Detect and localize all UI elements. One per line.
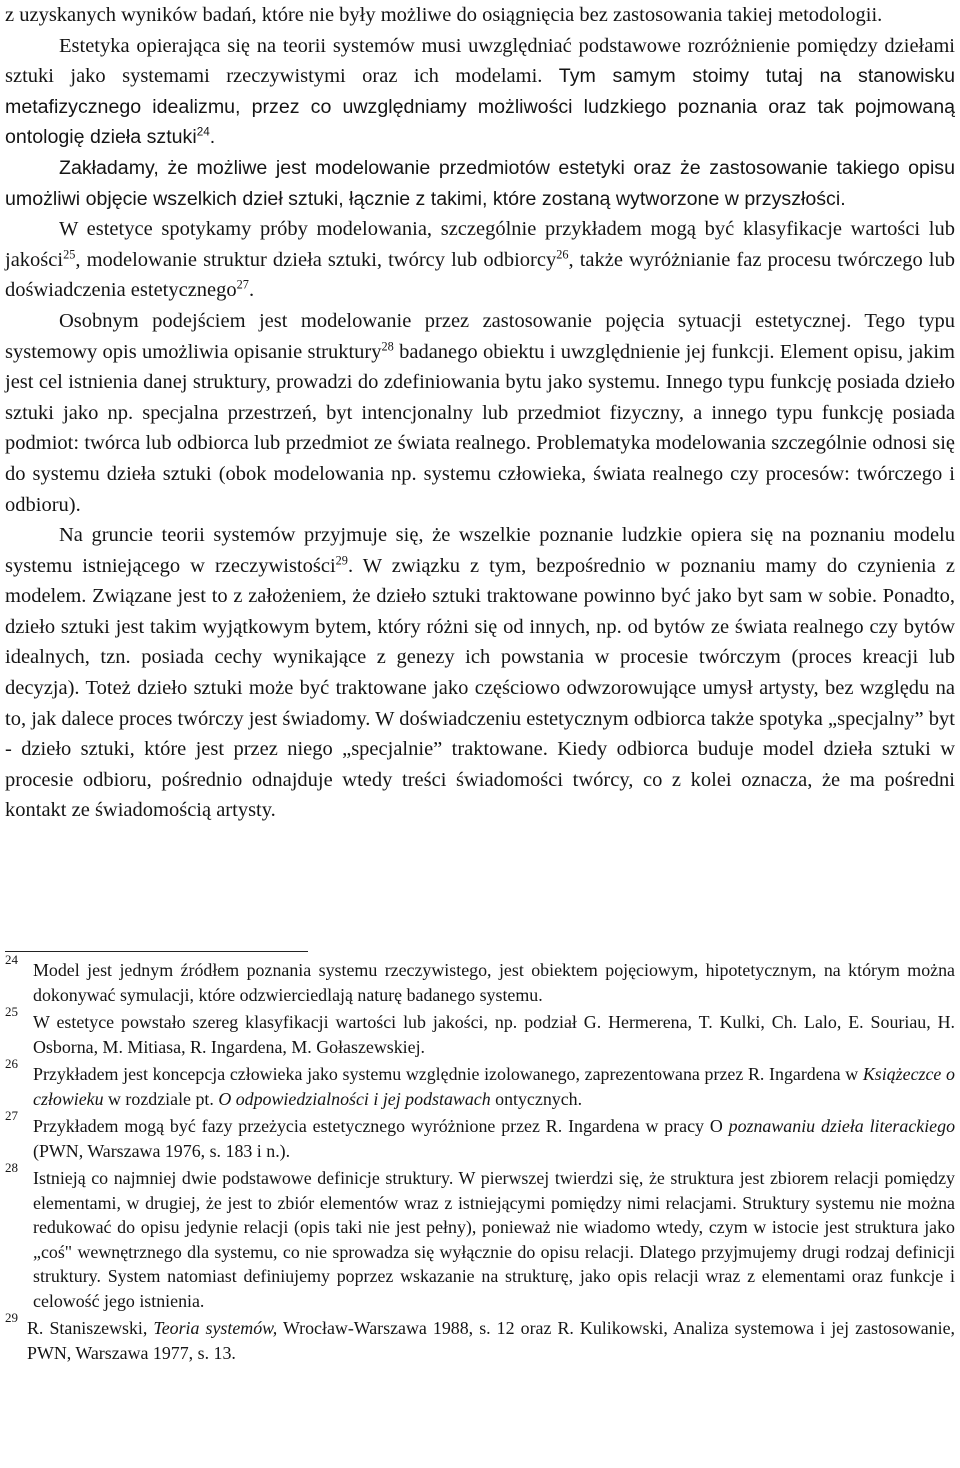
text: , modelowanie struktur dzieła sztuki, twórcy lub odbiorcy — [75, 248, 557, 271]
footnote-ref-25[interactable]: 25 — [63, 247, 76, 262]
footnote-ref-24[interactable]: 24 — [196, 126, 210, 140]
main-text — [5, 0, 955, 826]
footnote-24 — [5, 952, 955, 1007]
text: Estetyka opierająca się na teorii systemów musi uwzględniać podstawowe rozróżnienie pomiędzy dziełami sztuki jako systemami rzeczywistymi oraz ich modelami. — [5, 34, 955, 88]
text: Tym samym stoimy tutaj na stanowisku metafizycznego idealizmu, przez co uwzględniamy możliwości ludzkiego poznania oraz tak pojmowaną ontologię dzieła sztuki — [5, 65, 955, 149]
text: . — [248, 279, 255, 302]
footnote-26 — [5, 1056, 955, 1111]
text: . — [209, 126, 216, 149]
footnote-25 — [5, 1004, 955, 1059]
footnote-28 — [5, 1160, 955, 1313]
footnote-text: Istnieją co najmniej dwie podstawowe definicje struktury. W pierwszej twierdzi się, że struktura jest zbiorem relacji pomiędzy elementami, w drugiej, że jest to zbiór elementów wraz z istniejącymi pomiędzy nimi relacjami. Struktury systemu nie można redukować do opisu jedynie relacji (opis taki nie jest pełny), ponieważ nie wiadomo wtedy, czym w istocie jest struktura jako „coś" wewnętrznego dla systemu, co nie sprowadza się wyłącznie do opisu relacji. Dlatego przyjmujemy drugi rodzaj definicji struktury. System natomiast definiujemy poprzez wskazanie na strukturę, jako opis relacji wraz z elementami oraz funkcje i celowość jego istnienia. — [33, 1168, 955, 1311]
footnote-text: ontycznych. — [490, 1088, 583, 1109]
book-title: Książeczce o człowieku — [33, 1064, 955, 1109]
text: , także wyróżnianie faz procesu twórczego lub doświadczenia estetycznego — [5, 248, 955, 302]
book-title: poznawaniu dzieła literackiego — [728, 1116, 956, 1136]
footnote-number: 27 — [5, 1108, 18, 1123]
footnote-ref-28[interactable]: 28 — [381, 338, 394, 353]
footnote-text: w rozdziale pt. — [103, 1088, 219, 1109]
footnote-ref-27[interactable]: 27 — [236, 277, 249, 292]
footnote-ref-26[interactable]: 26 — [556, 247, 569, 262]
footnote-text: R. Staniszewski, — [27, 1318, 154, 1338]
paragraph-examples — [5, 214, 955, 306]
footnote-ref-29[interactable]: 29 — [335, 553, 348, 568]
footnote-separator — [5, 951, 308, 952]
book-title: Teoria systemów, — [153, 1318, 278, 1338]
paragraph-situation — [5, 306, 955, 520]
text: z uzyskanych wyników badań, które nie były możliwe do osiągnięcia bez zastosowania takiej metodologii. — [5, 4, 883, 26]
footnote-number: 29 — [5, 1310, 18, 1325]
text: badanego obiektu i uwzględnienie jej funkcji. Element opisu, jakim jest cel istnienia danej struktury, prowadzi do zdefiniowania bytu jako systemu. Innego typu funkcję posiada dzieło sztuki jako np. specjalna przestrzeń, byt intencjonalny lub przedmiot fizyczny, a innego typu funkcję posiada podmiot: twórca lub odbiorca lub przedmiot ze świata realnego. Problematyka modelowania szczególnie odnosi się do systemu dzieła sztuki (obok modelowania np. systemu człowieka, świata realnego czy procesów: twórczego i odbioru). — [5, 340, 955, 516]
paragraph-modeling — [5, 153, 955, 214]
footnote-29 — [5, 1310, 955, 1365]
footnote-number: 25 — [5, 1004, 18, 1019]
footnotes — [5, 952, 956, 1365]
footnote-number: 26 — [5, 1056, 18, 1071]
text: Zakładamy, że możliwe jest modelowanie przedmiotów estetyki oraz że zastosowanie takiego opisu umożliwi objęcie wszelkich dzieł sztuki, łącznie z takimi, które zostaną wytworzone w przyszłości. — [5, 156, 955, 210]
paragraph-systems-aesthetics — [5, 31, 955, 153]
footnote-27 — [5, 1108, 956, 1163]
footnote-text: Model jest jednym źródłem poznania systemu rzeczywistego, jest obiektem pojęciowym, hipotetycznym, na którym można dokonywać symulacji, które odzwierciedlają naturę badanego systemu. — [33, 960, 955, 1005]
paragraph-continuation — [5, 0, 955, 31]
text: . W związku z tym, bezpośrednio w poznaniu mamy do czynienia z modelem. Związane jest to z założeniem, że dzieło sztuki traktowane powinno być jako byt sam w sobie. Ponadto, dzieło sztuki jest takim wyjątkowym bytem, który różni się od innych, np. od bytów ze świata realnego czy bytów idealnych, tzn. posiada cechy wynikające z genezy ich powstania w procesie twórczym (proces kreacji lub decyzja). Toteż dzieło sztuki może być traktowane jako częściowo odwzorowujące umysł artysty, bez względu na to, jak dalece proces twórczy jest świadomy. W doświadczeniu estetycznym odbiorca także spotyka „specjalny” byt - dzieło sztuki, które jest przez niego „specjalnie” traktowane. Kiedy odbiorca buduje model dzieła sztuki w procesie odbioru, pośrednio odnajduje wtedy treści świadomości twórcy, co z kolei oznacza, że ma pośredni kontakt ze świadomością artysty. — [5, 554, 956, 822]
paragraph-cognition — [5, 520, 955, 826]
text: W estetyce spotykamy próby modelowania, szczególnie przykładem mogą być klasyfikacje wartości lub jakości — [5, 218, 955, 271]
footnote-number: 24 — [5, 952, 18, 967]
footnote-text: W estetyce powstało szereg klasyfikacji wartości lub jakości, np. podział G. Hermerena, T. Kulki, Ch. Lalo, E. Souriau, H. Osborna, M. Mitiasa, R. Ingardena, M. Gołaszewskiej. — [33, 1012, 955, 1057]
footnote-number: 28 — [5, 1160, 18, 1175]
footnote-text: Przykładem jest koncepcja człowieka jako systemu względnie izolowanego, zaprezentowana przez R. Ingardena w — [33, 1064, 863, 1084]
text: Na gruncie teorii systemów przyjmuje się, że wszelkie poznanie ludzkie opiera się na poznaniu modelu systemu istniejącego w rzeczywistości — [5, 524, 955, 577]
footnote-text: (PWN, Warszawa 1976, s. 183 i n.). — [33, 1140, 291, 1161]
footnote-text: Przykładem mogą być fazy przeżycia estetycznego wyróżnione przez R. Ingardena w pracy O — [33, 1116, 729, 1136]
footnote-text: Wrocław-Warszawa 1988, s. 12 oraz R. Kulikowski, Analiza systemowa i jej zastosowanie, PWN, Warszawa 1977, s. 13. — [27, 1318, 955, 1363]
text: Osobnym podejściem jest modelowanie przez zastosowanie pojęcia sytuacji estetycznej. Tego typu systemowy opis umożliwia opisanie struktury — [5, 309, 955, 363]
chapter-title: O odpowiedzialności i jej podstawach — [218, 1088, 491, 1109]
